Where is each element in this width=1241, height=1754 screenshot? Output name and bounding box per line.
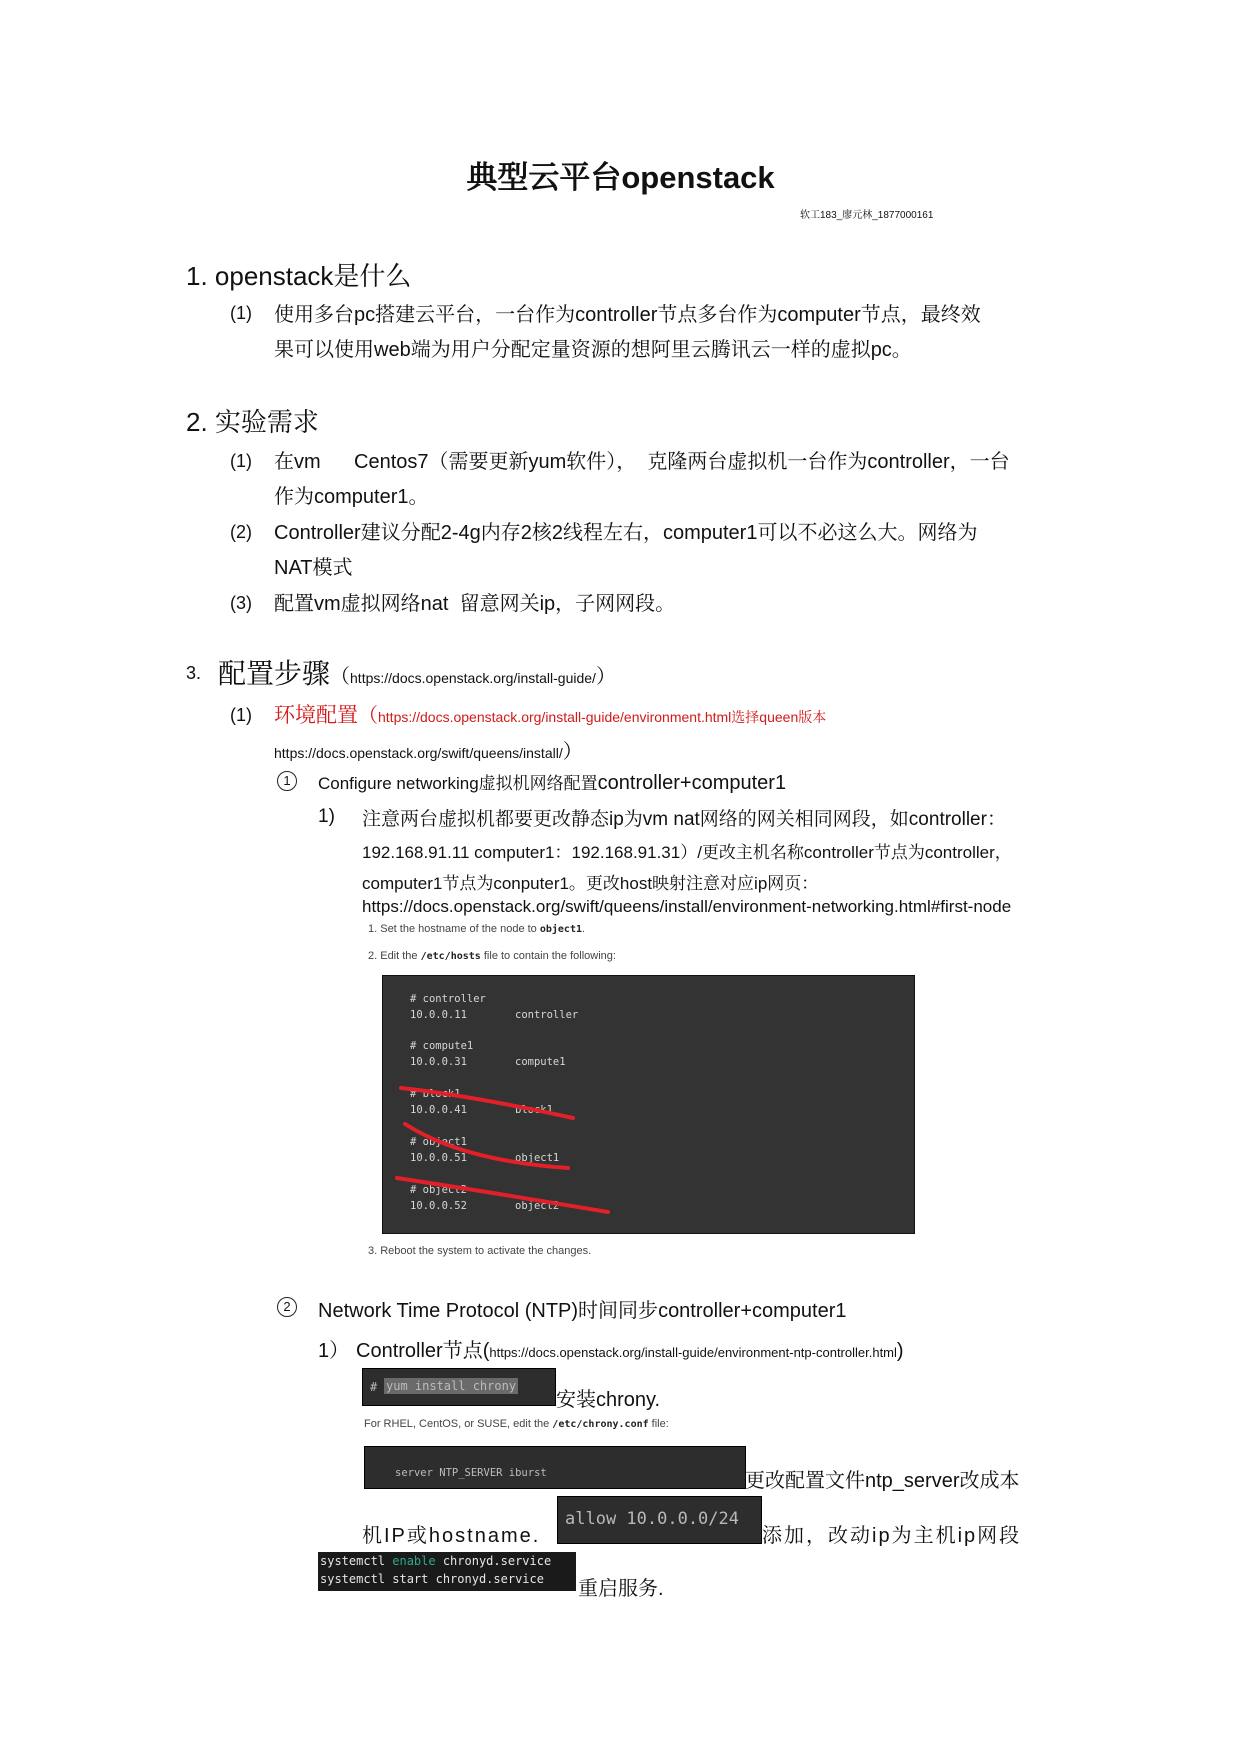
env-close-paren: ）	[562, 741, 583, 763]
host-comment: # object1	[410, 1136, 467, 1148]
enable-keyword: enable	[392, 1554, 436, 1568]
queens-link-line	[274, 735, 583, 764]
step-1-1-line-3: computer1节点为conputer1。更改host映射注意对应ip网页：	[362, 874, 819, 893]
swift-queens-link[interactable]: https://docs.openstack.org/swift/queens/install/	[274, 745, 563, 761]
host-name: object1	[515, 1152, 560, 1164]
restart-service-text: 重启服务.	[578, 1578, 664, 1600]
yum-install-command: yum install chrony	[386, 1379, 517, 1393]
author-line: 软工183_廖元林_1877000161	[800, 210, 934, 221]
s3-sub1-number: (1)	[230, 705, 252, 725]
step-1-1-line-1: 注意两台虚拟机都要更改静态ip为vm nat网络的网关相同网段，如controller：	[362, 809, 1006, 830]
host-name: block1	[515, 1104, 553, 1116]
step-1-circle: 1	[277, 771, 297, 791]
s2-item-1-line-2: 作为computer1。	[274, 486, 429, 508]
host-comment: # block1	[410, 1088, 461, 1100]
s2-item-3-number: (3)	[230, 593, 252, 613]
host-comment: # controller	[410, 993, 486, 1005]
server-config-snippet	[364, 1446, 746, 1489]
s1-item-line-1: 使用多台pc搭建云平台，一台作为controller节点多台作为computer节点，最终效	[274, 304, 981, 326]
host-ip-text: 机IP或hostname.	[362, 1525, 541, 1547]
open-paren: （	[330, 666, 351, 688]
host-ip: 10.0.0.51	[410, 1152, 467, 1164]
s2-item-2-line-1: Controller建议分配2-4g内存2核2线程左右，computer1可以不必这么大。网络为	[274, 522, 978, 544]
s2-item-2-line-2: NAT模式	[274, 557, 353, 579]
environment-link[interactable]: https://docs.openstack.org/install-guide/environment.html选择queen版本	[378, 709, 827, 725]
chronyd-service: chronyd.service	[435, 1554, 552, 1568]
install-guide-link[interactable]: https://docs.openstack.org/install-guide/	[350, 670, 596, 686]
host-comment: # compute1	[410, 1040, 474, 1052]
host-name: controller	[515, 1009, 579, 1021]
host-ip: 10.0.0.52	[410, 1200, 467, 1212]
section-2-heading: 2. 实验需求	[186, 407, 319, 437]
rhel-note-end: file:	[648, 1418, 669, 1430]
doc-step-1-end: .	[582, 923, 586, 935]
section-3-heading: 配置步骤	[218, 658, 331, 689]
s2-item-1-number: (1)	[230, 451, 252, 471]
s2-item-1-line-1: 在vm Centos7（需要更新yum软件）， 克隆两台虚拟机一台作为controller，一台	[274, 451, 1010, 473]
systemctl-snippet	[318, 1552, 576, 1591]
section-3-heading-line	[218, 652, 616, 692]
doc-step-1-text: 1. Set the hostname of the node to	[368, 923, 540, 935]
s2-item-3-line-1: 配置vm虚拟网络nat 留意网关ip，子网网段。	[274, 593, 676, 615]
doc-step-1	[368, 923, 585, 935]
close-paren: ）	[595, 666, 616, 688]
host-ip: 10.0.0.31	[410, 1056, 467, 1068]
rhel-note-text: For RHEL, CentOS, or SUSE, edit the	[364, 1418, 553, 1430]
host-ip: 10.0.0.41	[410, 1104, 467, 1116]
install-chrony-text: 安装chrony.	[556, 1389, 661, 1411]
server-config-command: server NTP_SERVER iburst	[395, 1467, 547, 1479]
s1-item-line-2: 果可以使用web端为用户分配定量资源的想阿里云腾讯云一样的虚拟pc。	[274, 339, 912, 361]
systemctl-enable-line	[320, 1554, 551, 1568]
step-2-heading	[318, 1294, 847, 1323]
host-comment: # object2	[410, 1184, 467, 1196]
doc-step-2-text: 2. Edit the	[368, 950, 421, 962]
chrony-conf-path: /etc/chrony.conf	[552, 1419, 649, 1430]
host-name: compute1	[515, 1056, 566, 1068]
env-open-paren: （	[358, 705, 378, 727]
allow-snippet	[557, 1496, 762, 1544]
strike-mark	[397, 1178, 608, 1212]
step-2-heading-a: Network Time Protocol (NTP)时间同步	[318, 1300, 659, 1322]
s2-item-2-number: (2)	[230, 522, 252, 542]
allow-command: allow 10.0.0.0/24	[565, 1509, 739, 1529]
doc-step-2	[368, 950, 616, 962]
step-1-heading	[318, 769, 786, 795]
server-config-text: 更改配置文件ntp_server改成本	[745, 1470, 1020, 1492]
env-config-line	[274, 699, 826, 729]
step-1-1-url[interactable]: https://docs.openstack.org/swift/queens/install/environment-networking.html#first-node	[362, 897, 1012, 916]
host-name: object2	[515, 1200, 560, 1212]
step-2-1-heading	[356, 1334, 904, 1363]
hosts-code-block	[382, 975, 915, 1234]
ntp-controller-link[interactable]: https://docs.openstack.org/install-guide/environment-ntp-controller.html	[489, 1345, 897, 1360]
step-2-1-number: 1）	[318, 1340, 350, 1362]
step-1-heading-a: Configure networking虚拟机网络配置	[318, 774, 598, 793]
strike-through-marks	[383, 976, 914, 1233]
step-2-circle: 2	[277, 1297, 297, 1317]
doc-step-2-code: /etc/hosts	[420, 951, 481, 962]
doc-step-2-end: file to contain the following:	[480, 950, 616, 962]
doc-step-1-code: object1	[539, 924, 582, 935]
systemctl-word: systemctl	[320, 1554, 393, 1568]
step-1-1-number: 1)	[318, 806, 335, 827]
controller-node-label: Controller节点(	[356, 1340, 490, 1362]
rhel-note	[364, 1418, 669, 1430]
strike-mark	[401, 1088, 573, 1118]
document-title: 典型云平台openstack	[466, 160, 775, 195]
step-1-heading-b: controller+computer1	[597, 772, 787, 794]
systemctl-start-line: systemctl start chronyd.service	[320, 1572, 544, 1586]
step-1-1-line-2: 192.168.91.11 computer1：192.168.91.31）/更改主机名称controller节点为controller，	[362, 843, 1012, 862]
s1-item-number: (1)	[230, 303, 252, 323]
step-2-heading-b: controller+computer1	[658, 1300, 847, 1322]
doc-step-3: 3. Reboot the system to activate the changes.	[368, 1245, 592, 1257]
strike-mark	[405, 1124, 568, 1168]
step-2-1-close: )	[896, 1340, 904, 1362]
section-3-number: 3.	[186, 663, 202, 683]
prompt-hash: #	[370, 1380, 378, 1394]
host-ip: 10.0.0.11	[410, 1009, 467, 1021]
env-config-title: 环境配置	[274, 704, 358, 727]
yum-install-snippet	[362, 1368, 556, 1406]
allow-note-text: 添加，改动ip为主机ip网段	[762, 1525, 1022, 1547]
section-1-heading: 1. openstack是什么	[186, 261, 412, 291]
